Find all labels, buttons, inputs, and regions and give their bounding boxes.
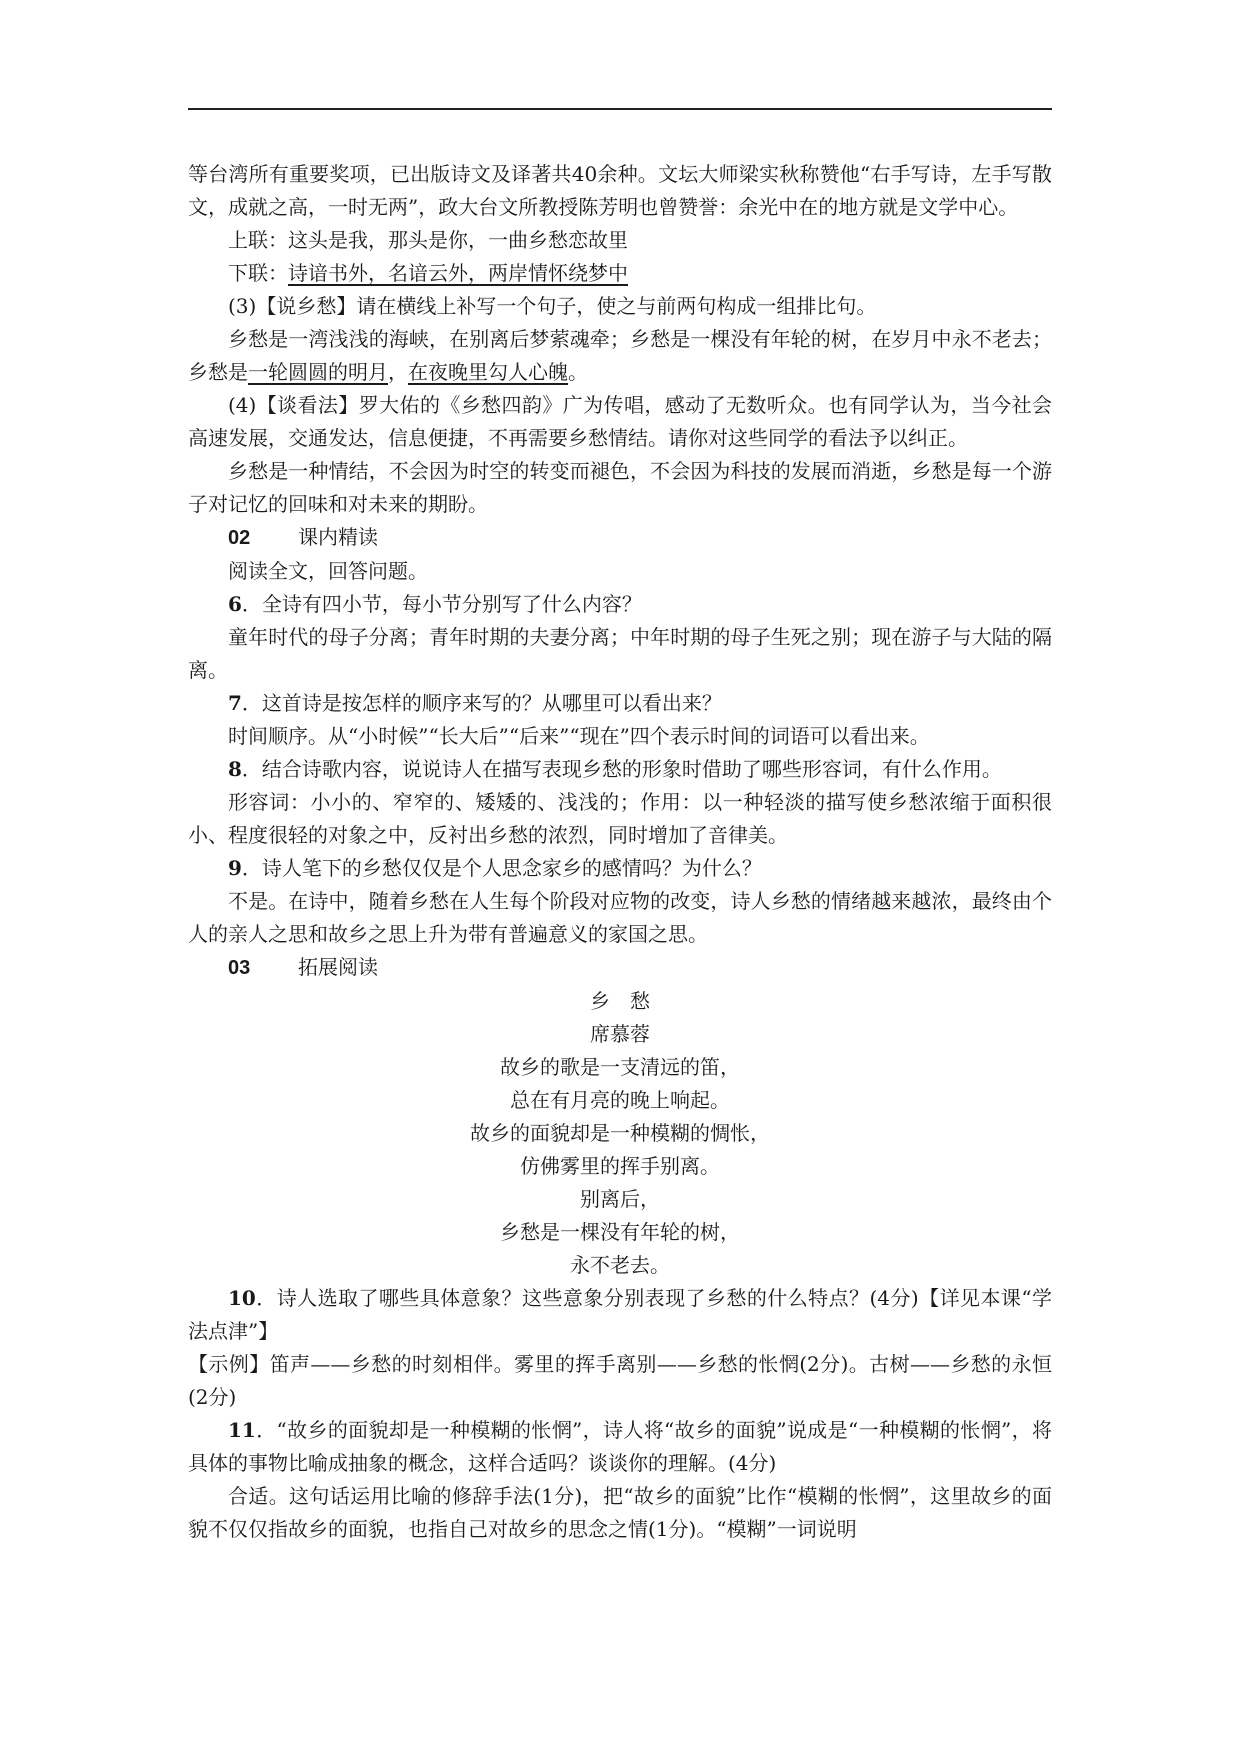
question-7-answer: 时间顺序。从“小时候”“长大后”“后来”“现在”四个表示时间的词语可以看出来。 bbox=[228, 724, 930, 748]
poem-line: 永不老去。 bbox=[570, 1253, 670, 1277]
poem-line: 仿佛雾里的挥手别离。 bbox=[520, 1154, 720, 1178]
question-11 bbox=[188, 1414, 1052, 1480]
question-8-text: ．结合诗歌内容，说说诗人在描写表现乡愁的形象时借助了哪些形容词，有什么作用。 bbox=[241, 757, 1002, 781]
question-9-text: ．诗人笔下的乡愁仅仅是个人思念家乡的感情吗？为什么？ bbox=[241, 856, 762, 880]
answer-3-fill-1: 一轮圆圆的明月 bbox=[248, 360, 388, 384]
poem-line: 总在有月亮的晚上响起。 bbox=[510, 1088, 730, 1112]
question-4-answer: 乡愁是一种情结，不会因为时空的转变而褪色，不会因为科技的发展而消逝，乡愁是每一个游子对记忆的回味和对未来的期盼。 bbox=[188, 459, 1052, 516]
poem-author: 席慕蓉 bbox=[590, 1022, 650, 1046]
question-6-text: ．全诗有四小节，每小节分别写了什么内容？ bbox=[241, 592, 642, 616]
section-03-number: 03 bbox=[228, 957, 251, 979]
question-6-answer: 童年时代的母子分离；青年时期的夫妻分离；中年时期的母子生死之别；现在游子与大陆的隔离。 bbox=[188, 625, 1052, 682]
question-11-number: 11 bbox=[228, 1418, 256, 1442]
question-9-answer: 不是。在诗中，随着乡愁在人生每个阶段对应物的改变，诗人乡愁的情绪越来越浓，最终由个人的亲人之思和故乡之思上升为带有普遍意义的家国之思。 bbox=[188, 889, 1052, 946]
answer-3-sep: ， bbox=[388, 360, 408, 384]
question-4-text: 罗大佑的《乡愁四韵》广为传唱，感动了无数听众。也有同学认为，当今社会高速发展，交通发达，信息便捷，不再需要乡愁情结。请你对这些同学的看法予以纠正。 bbox=[188, 393, 1052, 450]
poem-line: 故乡的歌是一支清远的笛， bbox=[500, 1055, 740, 1079]
question-7-number: 7 bbox=[228, 691, 242, 715]
answer-3-end: 。 bbox=[568, 360, 588, 384]
question-6-number: 6 bbox=[228, 592, 242, 616]
intro-paragraph: 等台湾所有重要奖项，已出版诗文及译著共40余种。文坛大师梁实秋称赞他“右手写诗，左手写散文，成就之高，一时无两”，政大台文所教授陈芳明也曾赞誉：余光中在的地方就是文学中心。 bbox=[188, 162, 1052, 219]
section-02-number: 02 bbox=[228, 527, 251, 549]
poem-title: 乡愁 bbox=[590, 989, 670, 1013]
couplet-upper bbox=[188, 224, 1052, 257]
question-7 bbox=[188, 687, 1052, 720]
section-03-title: 拓展阅读 bbox=[298, 955, 378, 979]
poem-line: 故乡的面貌却是一种模糊的惆怅， bbox=[470, 1121, 770, 1145]
couplet-lower bbox=[188, 257, 1052, 290]
poem-line: 乡愁是一棵没有年轮的树， bbox=[500, 1220, 740, 1244]
couplet-lower-label: 下联： bbox=[228, 261, 288, 285]
question-3-text: 请在横线上补写一个句子，使之与前两句构成一组排比句。 bbox=[356, 294, 877, 318]
question-4 bbox=[188, 389, 1052, 455]
question-9-number: 9 bbox=[228, 856, 242, 880]
poem bbox=[188, 985, 1052, 1282]
question-9 bbox=[188, 852, 1052, 885]
section-02-instruction: 阅读全文，回答问题。 bbox=[228, 559, 428, 583]
question-10-number: 10 bbox=[228, 1286, 256, 1310]
answer-3-fill-2: 在夜晚里勾人心魄 bbox=[408, 360, 568, 384]
question-11-answer: 合适。这句话运用比喻的修辞手法(1分)，把“故乡的面貌”比作“模糊的怅惘”，这里故乡的面貌不仅仅指故乡的面貌，也指自己对故乡的思念之情(1分)。“模糊”一词说明 bbox=[188, 1484, 1052, 1541]
question-6 bbox=[188, 588, 1052, 621]
couplet-upper-label: 上联： bbox=[228, 228, 288, 252]
header-rule bbox=[188, 108, 1052, 110]
question-8 bbox=[188, 753, 1052, 786]
answer-3-prefix: 乡愁是一湾浅浅的海峡，在别离后梦萦魂牵；乡愁是一棵没有年轮的树，在岁月中永不老去；乡愁是 bbox=[188, 327, 1052, 384]
section-02-title: 课内精读 bbox=[298, 525, 378, 549]
question-7-text: ．这首诗是按怎样的顺序来写的？从哪里可以看出来？ bbox=[241, 691, 722, 715]
question-3 bbox=[188, 290, 1052, 323]
section-03-heading bbox=[188, 951, 1052, 985]
question-4-label: (4)【谈看法】 bbox=[228, 393, 359, 417]
question-8-number: 8 bbox=[228, 757, 242, 781]
question-3-label: (3)【说乡愁】 bbox=[228, 294, 357, 318]
poem-line: 别离后， bbox=[580, 1187, 660, 1211]
couplet-lower-answer: 诗谙书外，名谙云外，两岸情怀绕梦中 bbox=[288, 261, 628, 285]
couplet-upper-text: 这头是我，那头是你，一曲乡愁恋故里 bbox=[288, 228, 628, 252]
question-10 bbox=[188, 1282, 1052, 1348]
question-11-text: ．“故乡的面貌却是一种模糊的怅惘”，诗人将“故乡的面貌”说成是“一种模糊的怅惘”，将具体的事物比喻成抽象的概念，这样合适吗？谈谈你的理解。(4分) bbox=[188, 1418, 1052, 1475]
question-10-answer: 【示例】笛声——乡愁的时刻相伴。雾里的挥手离别——乡愁的怅惘(2分)。古树——乡愁的永恒(2分) bbox=[188, 1352, 1052, 1409]
question-3-answer bbox=[188, 323, 1052, 389]
page-content bbox=[188, 158, 1052, 1546]
question-8-answer: 形容词：小小的、窄窄的、矮矮的、浅浅的；作用：以一种轻淡的描写使乡愁浓缩于面积很小、程度很轻的对象之中，反衬出乡愁的浓烈，同时增加了音律美。 bbox=[188, 790, 1052, 847]
section-02-heading bbox=[188, 521, 1052, 555]
question-10-text: ．诗人选取了哪些具体意象？这些意象分别表现了乡愁的什么特点？(4分)【详见本课“学法点津”】 bbox=[188, 1286, 1052, 1343]
